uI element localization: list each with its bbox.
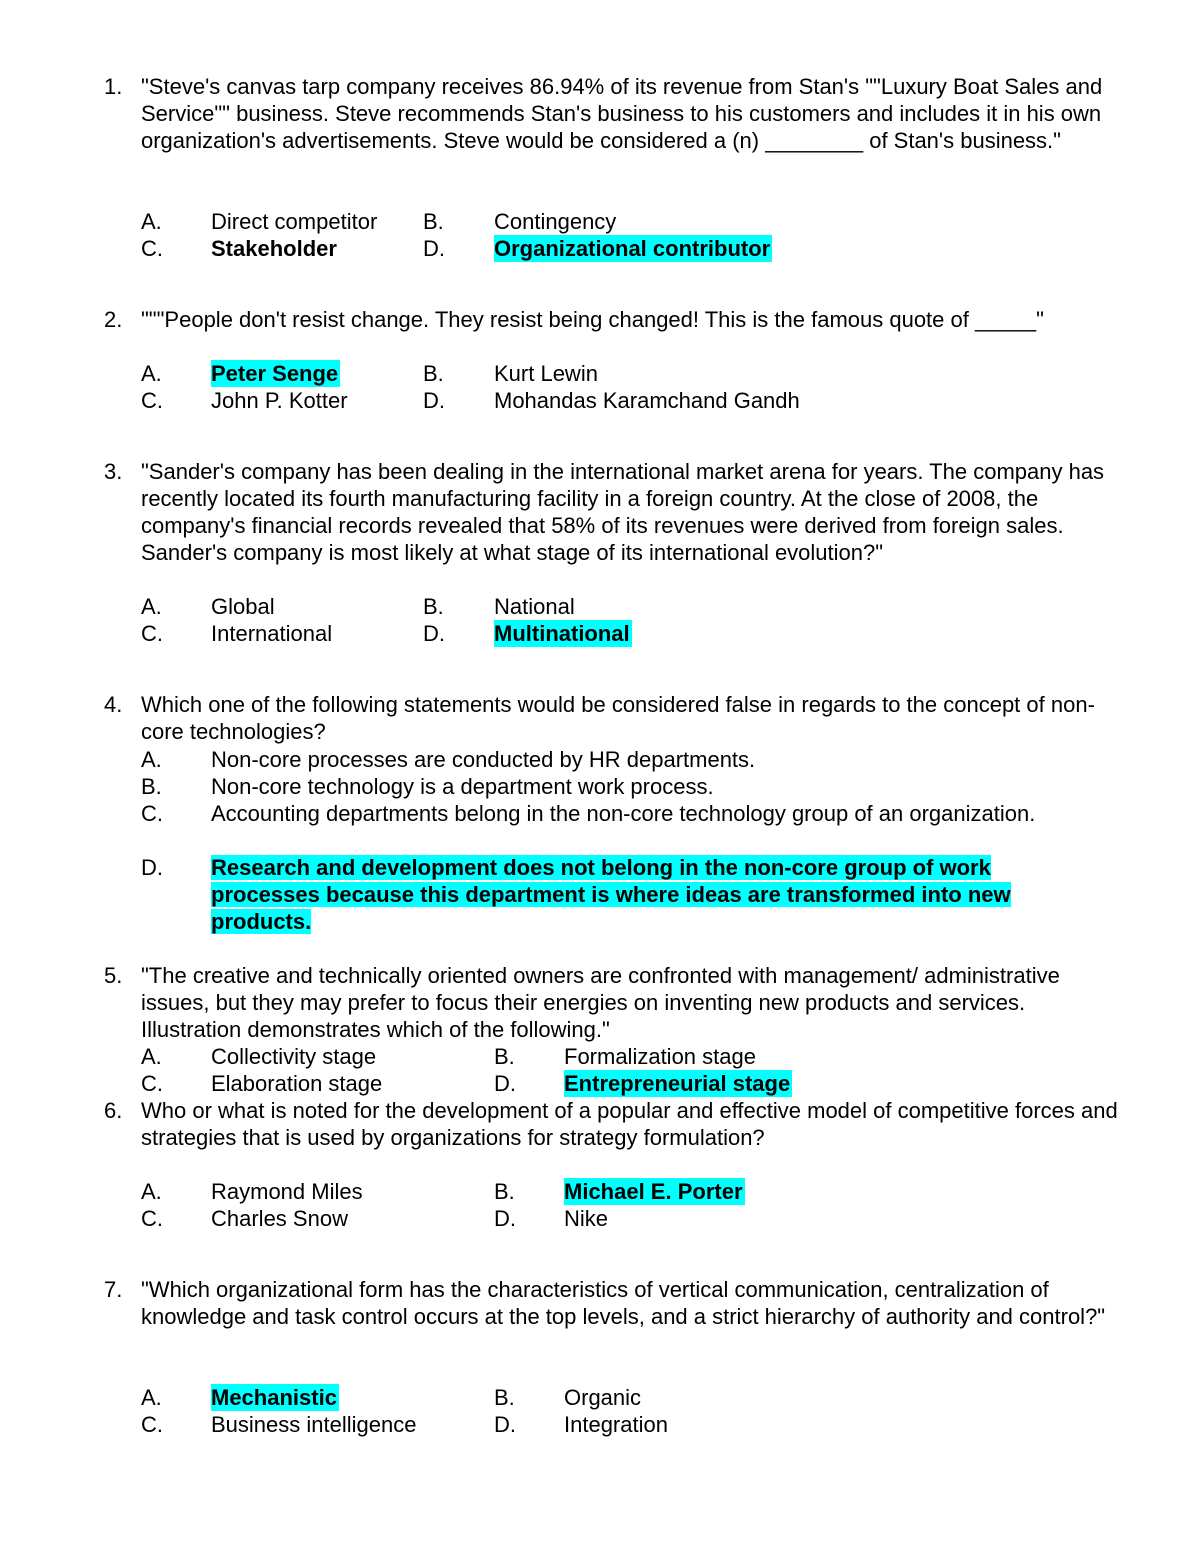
option-letter: C. (141, 621, 163, 646)
option-letter: A. (141, 361, 162, 386)
option-text: Non-core processes are conducted by HR departments. (211, 747, 756, 772)
option-text: Business intelligence (211, 1412, 417, 1437)
option-text: Stakeholder (211, 236, 337, 261)
question-number: 2. (104, 307, 123, 332)
question-text: "The creative and technically oriented owners are confronted with management/ administrative issues, but they may prefer to focus their energies on inventing new products and services. Illustration demonstrates which of the following." (141, 963, 1060, 1042)
question-number: 4. (104, 692, 123, 717)
option-letter: D. (423, 388, 445, 413)
option-letter: B. (494, 1044, 515, 1069)
option-text: Accounting departments belong in the non-core technology group of an organization. (211, 801, 1036, 826)
option-text: Formalization stage (564, 1044, 756, 1069)
highlighted-answer: Organizational contributor (494, 236, 771, 261)
option-text: Integration (564, 1412, 668, 1437)
option-text: National (494, 594, 575, 619)
highlighted-answer: Peter Senge (211, 361, 339, 386)
option-text: John P. Kotter (211, 388, 348, 413)
highlighted-answer: Mechanistic (211, 1385, 337, 1410)
option-letter: A. (141, 1385, 162, 1410)
question-text: """People don't resist change. They resist being changed! This is the famous quote of _____" (141, 307, 1044, 332)
question-text: Who or what is noted for the development of a popular and effective model of competitive forces and strategies that is used by organizations for strategy formulation? (141, 1098, 1118, 1150)
question-text: "Sander's company has been dealing in the international market arena for years. The company has recently located its fourth manufacturing facility in a foreign country. At the close of 2008, the company's financial records revealed that 58% of its revenues were derived from foreign sales. Sander's company is most likely at what stage of its international evolution?" (141, 459, 1105, 565)
option-letter: D. (494, 1071, 516, 1096)
option-letter: B. (141, 774, 162, 799)
option-letter: D. (423, 236, 445, 261)
option-text: Direct competitor (211, 209, 378, 234)
question-number: 1. (104, 74, 123, 99)
highlighted-answer: Entrepreneurial stage (564, 1071, 791, 1096)
option-letter: C. (141, 1071, 163, 1096)
highlighted-answer (211, 854, 1011, 935)
option-letter: C. (141, 388, 163, 413)
option-letter: B. (423, 594, 444, 619)
question-number: 5. (104, 963, 123, 988)
answer-line: processes because this department is where ideas are transformed into new (211, 882, 1011, 907)
option-text: Raymond Miles (211, 1179, 363, 1204)
option-text: International (211, 621, 333, 646)
option-letter: D. (141, 855, 163, 880)
option-text: Charles Snow (211, 1206, 348, 1231)
option-letter: B. (423, 361, 444, 386)
option-letter: C. (141, 1206, 163, 1231)
option-letter: A. (141, 1179, 162, 1204)
option-letter: B. (494, 1179, 515, 1204)
option-letter: A. (141, 747, 162, 772)
option-text: Mohandas Karamchand Gandh (494, 388, 800, 413)
option-letter: C. (141, 801, 163, 826)
answer-line: Research and development does not belong in the non-core group of work (211, 855, 991, 880)
question-text: Which one of the following statements would be considered false in regards to the concept of non-core technologies? (141, 692, 1095, 744)
option-letter: B. (494, 1385, 515, 1410)
option-letter: D. (494, 1206, 516, 1231)
question-number: 7. (104, 1277, 123, 1302)
option-letter: D. (494, 1412, 516, 1437)
option-letter: B. (423, 209, 444, 234)
option-letter: A. (141, 1044, 162, 1069)
highlighted-answer: Michael E. Porter (564, 1179, 743, 1204)
option-text: Organic (564, 1385, 642, 1410)
option-text: Elaboration stage (211, 1071, 383, 1096)
option-letter: D. (423, 621, 445, 646)
option-text: Kurt Lewin (494, 361, 598, 386)
option-letter: C. (141, 1412, 163, 1437)
option-letter: A. (141, 594, 162, 619)
option-text: Non-core technology is a department work process. (211, 774, 714, 799)
option-text: Collectivity stage (211, 1044, 377, 1069)
option-text: Contingency (494, 209, 617, 234)
option-text: Global (211, 594, 275, 619)
question-text: "Which organizational form has the characteristics of vertical communication, centralization of knowledge and task control occurs at the top levels, and a strict hierarchy of authority and control?" (141, 1277, 1106, 1329)
question-number: 6. (104, 1098, 123, 1123)
question-text: "Steve's canvas tarp company receives 86.94% of its revenue from Stan's ""Luxury Boat Sales and Service"" business. Steve recommends Stan's business to his customers and includes it in his own organization's advertisements. Steve would be considered a (n) ________ of Stan's business." (141, 74, 1103, 153)
option-text: Nike (564, 1206, 609, 1231)
option-letter: C. (141, 236, 163, 261)
question-number: 3. (104, 459, 123, 484)
answer-line: products. (211, 909, 312, 934)
highlighted-answer: Multinational (494, 621, 630, 646)
option-letter: A. (141, 209, 162, 234)
